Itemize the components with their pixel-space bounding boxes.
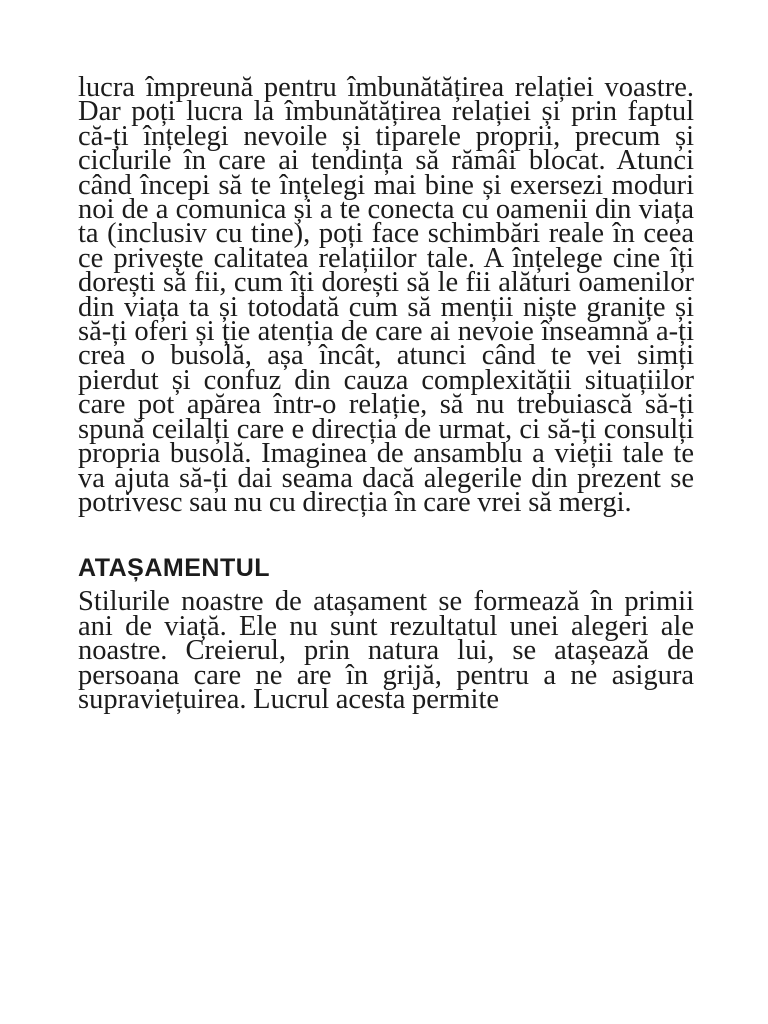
section-heading: ATAȘAMENTUL [78, 554, 271, 583]
book-page [78, 72, 694, 715]
body-paragraph-1: lucra împreună pentru îmbunătățirea relației voastre. Dar poți lucra la îmbunătățirea relației și prin faptul că-ți înțelegi nevoile și tiparele proprii, precum și ciclurile în care ai tendința să rămâi blocat. Atunci când începi să te înțelegi mai bine și exersezi moduri noi de a comunica și a te conecta cu oamenii din viața ta (inclusiv cu tine), poți face schimbări reale în ceea ce privește calitatea relațiilor tale. A înțelege cine îți dorești să fii, cum îți dorești să le fii alături oamenilor din viața ta și totodată cum să menții niște granițe și să-ți oferi și ție atenția de care ai nevoie înseamnă a-ți crea o busolă, așa încât, atunci când te vei simți pierdut și confuz din cauza complexității situațiilor care pot apărea într-o relație, să nu trebuiască să-ți spună ceilalți care e direcția de urmat, ci să-ți consulți propria busolă. Imaginea de ansamblu a vieții tale te va ajuta să-ți dai seama dacă alegerile din prezent se potrivesc sau nu cu direcția în care vrei să mergi. [78, 72, 694, 518]
body-paragraph-2: Stilurile noastre de atașament se formează în primii ani de viață. Ele nu sunt rezultatul unei alegeri ale noastre. Creierul, prin natura lui, se atașează de persoana care ne are în grijă, pentru a ne asigura supraviețuirea. Lucrul acesta permite [78, 586, 694, 715]
